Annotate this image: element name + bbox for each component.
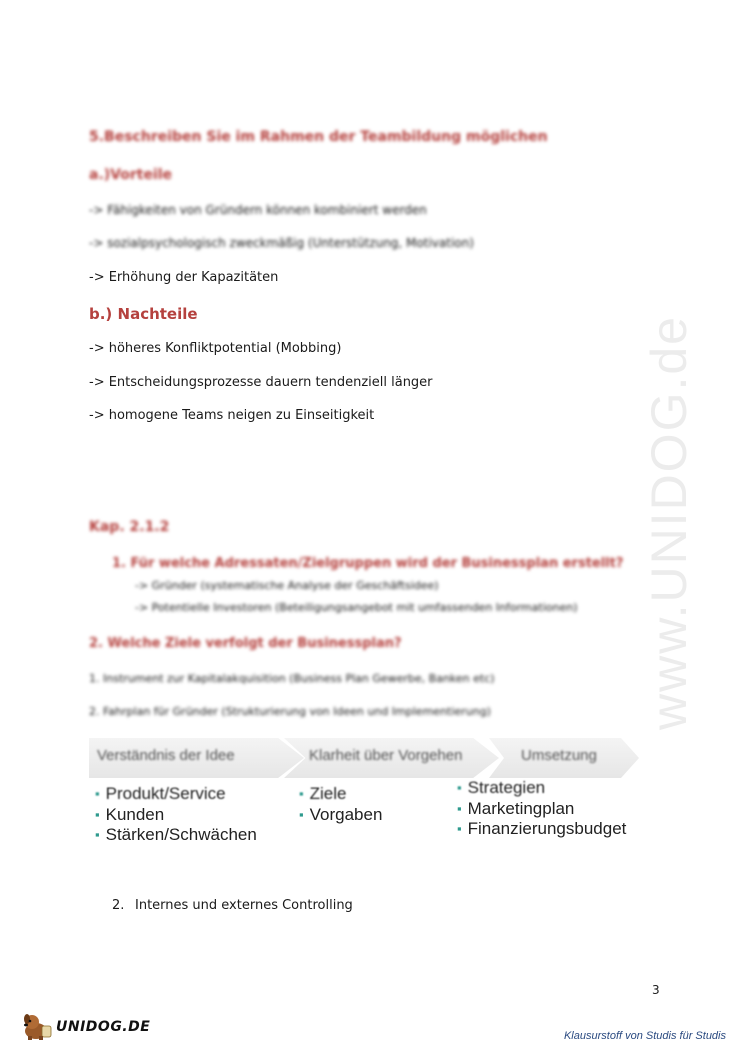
q1-answer: -> Gründer (systematische Analyse der Geschäftsidee)	[135, 579, 439, 592]
nachteile-heading: b.) Nachteile	[89, 305, 198, 323]
list-item: ▪ Stärken/Schwächen	[95, 825, 257, 846]
process-diagram	[89, 734, 641, 846]
watermark: www.UNIDOG.de	[641, 315, 697, 730]
page-number: 3	[652, 983, 660, 997]
question-1: 1. Für welche Adressaten/Zielgruppen wird der Businessplan erstellt?	[112, 556, 624, 571]
q2-answer: 1. Instrument zur Kapitalakquisition (Business Plan Gewerbe, Banken etc)	[89, 672, 495, 685]
vorteile-heading: a.)Vorteile	[89, 167, 173, 183]
controlling-item: Internes und externes Controlling	[135, 898, 353, 913]
section-heading: 5.Beschreiben Sie im Rahmen der Teambildung möglichen	[89, 129, 548, 145]
dog-icon	[22, 1013, 56, 1041]
stage-label: Klarheit über Vorgehen	[309, 747, 463, 764]
vorteil-item: -> Erhöhung der Kapazitäten	[89, 270, 279, 285]
list-item: ▪ Vorgaben	[299, 805, 382, 826]
stage-label: Umsetzung	[521, 747, 597, 764]
vorteil-item: -> Fähigkeiten von Gründern können kombiniert werden	[89, 203, 427, 217]
unidog-logo	[22, 1013, 150, 1041]
footer-tagline: Klausurstoff von Studis für Studis	[563, 1030, 726, 1042]
list-item: ▪ Produkt/Service	[95, 784, 257, 805]
kap-heading: Kap. 2.1.2	[89, 519, 170, 535]
list-item: ▪ Ziele	[299, 784, 382, 805]
question-2: 2. Welche Ziele verfolgt der Businessplan?	[89, 636, 402, 651]
list-item: ▪ Marketingplan	[457, 799, 626, 820]
vorteil-item: -> sozialpsychologisch zweckmäßig (Unterstützung, Motivation)	[89, 236, 474, 250]
list-number: 2.	[112, 898, 125, 913]
stage-3-list	[457, 778, 626, 840]
list-item: ▪ Strategien	[457, 778, 626, 799]
stage-2-list	[299, 784, 382, 825]
q2-answer: 2. Fahrplan für Gründer (Strukturierung von Ideen und Implementierung)	[89, 705, 491, 718]
list-item: ▪ Kunden	[95, 805, 257, 826]
stage-1-list	[95, 784, 257, 846]
q1-answer: -> Potentielle Investoren (Beteiligungsangebot mit umfassenden Informationen)	[135, 601, 578, 614]
nachteil-item: -> höheres Konfliktpotential (Mobbing)	[89, 341, 342, 356]
stage-label: Verständnis der Idee	[97, 747, 235, 764]
logo-text: UNIDOG.DE	[56, 1019, 151, 1035]
nachteil-item: -> homogene Teams neigen zu Einseitigkeit	[89, 408, 375, 423]
list-item: ▪ Finanzierungsbudget	[457, 819, 626, 840]
nachteil-item: -> Entscheidungsprozesse dauern tendenziell länger	[89, 375, 433, 390]
